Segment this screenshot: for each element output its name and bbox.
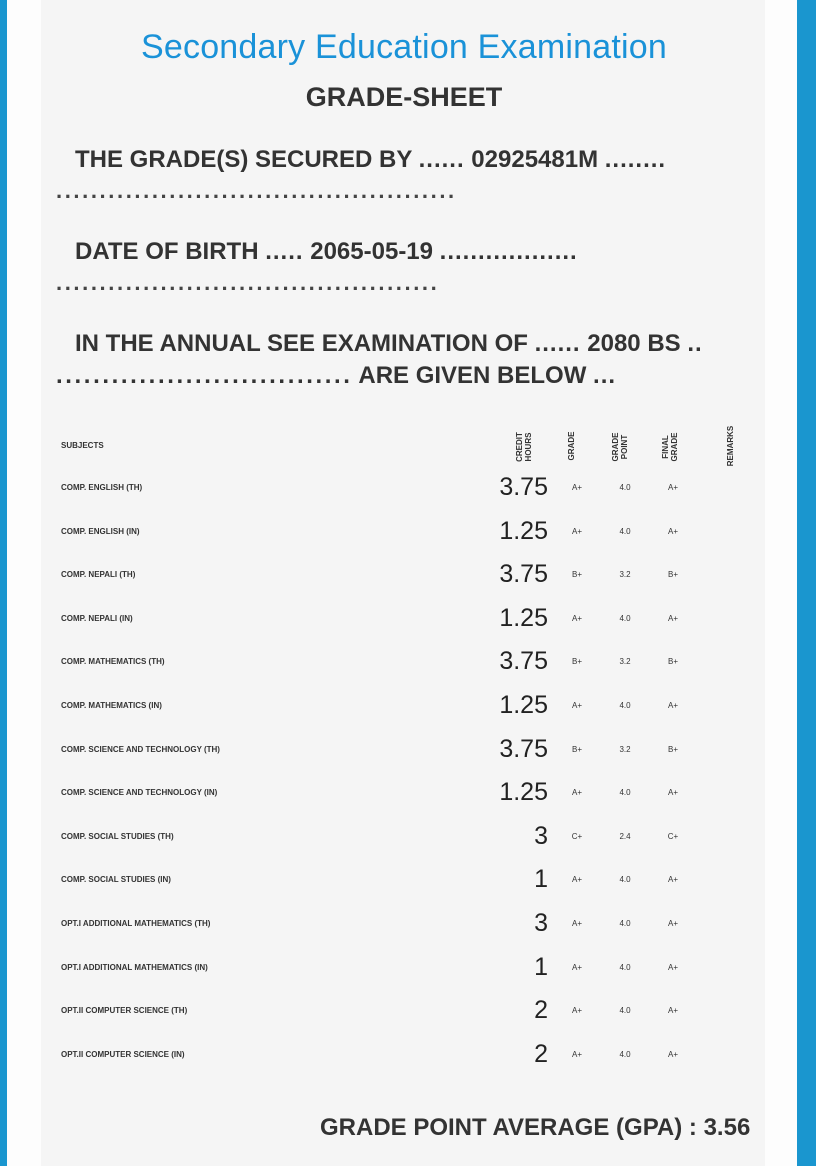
grade-cell: A+	[571, 962, 582, 972]
grade-cell: A+	[571, 919, 582, 928]
table-row	[52, 640, 752, 683]
grade-point-cell: 4.0	[619, 962, 631, 972]
header-grade: GRADE	[567, 431, 576, 461]
final-grade-cell: B+	[667, 744, 678, 754]
credit-hours-cell: 3	[534, 821, 548, 850]
credit-hours-cell: 3.75	[499, 734, 548, 763]
dotted-line: ............................................	[56, 270, 440, 295]
right-border-bar	[797, 0, 816, 1166]
grade-cell: B+	[571, 570, 582, 580]
grade-sheet-heading: GRADE-SHEET	[305, 82, 503, 112]
final-grade-cell: A+	[667, 1006, 678, 1016]
dot-leader: ......	[418, 146, 465, 173]
subject-cell: COMP. NEPALI (TH)	[61, 570, 136, 580]
grade-point-cell: 4.0	[619, 701, 631, 710]
exam-year: 2080 BS	[587, 330, 681, 357]
given-below-line	[56, 362, 616, 390]
header-credit-hours: CREDIT HOURS	[515, 432, 533, 462]
grade-point-cell: 3.2	[619, 744, 631, 754]
final-grade-cell: B+	[667, 657, 678, 667]
table-row	[52, 728, 752, 771]
table-row	[52, 815, 752, 858]
subject-cell: COMP. NEPALI (IN)	[61, 613, 133, 623]
final-grade-cell: A+	[667, 788, 678, 798]
grade-cell: A+	[571, 1006, 582, 1016]
grade-point-cell: 4.0	[619, 1049, 631, 1059]
grade-point-cell: 2.4	[619, 831, 631, 841]
credit-hours-cell: 2	[534, 996, 548, 1025]
dot-leader: ...	[593, 362, 617, 389]
grade-point-cell: 4.0	[619, 788, 631, 798]
dob-label: DATE OF BIRTH	[75, 238, 259, 265]
secured-by-label: THE GRADE(S) SECURED BY	[75, 146, 412, 173]
table-row	[52, 466, 752, 509]
grade-cell: A+	[571, 526, 582, 536]
left-border-bar	[0, 0, 7, 1166]
subject-cell: COMP. MATHEMATICS (IN)	[61, 701, 162, 710]
table-row	[52, 858, 752, 901]
gpa-label: GRADE POINT AVERAGE (GPA) :	[320, 1114, 697, 1141]
subject-cell: OPT.I ADDITIONAL MATHEMATICS (TH)	[61, 919, 211, 928]
grade-point-cell: 4.0	[619, 613, 631, 623]
table-row	[52, 510, 752, 553]
credit-hours-cell: 1	[534, 865, 548, 894]
header-final-grade: FINAL GRADE	[661, 432, 679, 462]
final-grade-cell: A+	[667, 483, 678, 492]
gpa-value: 3.56	[703, 1114, 751, 1141]
dot-leader: ................................	[56, 362, 353, 389]
table-row	[52, 553, 752, 596]
header-subjects: SUBJECTS	[61, 441, 104, 450]
table-row	[52, 684, 752, 727]
grade-cell: A+	[571, 483, 582, 492]
table-row	[52, 946, 752, 989]
subject-cell: OPT.I ADDITIONAL MATHEMATICS (IN)	[61, 962, 208, 972]
table-row	[52, 597, 752, 640]
credit-hours-cell: 1.25	[499, 516, 548, 545]
credit-hours-cell: 3.75	[499, 473, 548, 501]
grade-point-cell: 4.0	[619, 483, 631, 492]
credit-hours-cell: 1.25	[499, 691, 548, 719]
exam-label: IN THE ANNUAL SEE EXAMINATION OF	[75, 330, 528, 357]
gpa-line	[320, 1114, 750, 1142]
final-grade-cell: A+	[667, 613, 678, 623]
grade-cell: A+	[571, 788, 582, 798]
secured-by-line	[75, 146, 666, 174]
final-grade-cell: A+	[667, 701, 678, 710]
final-grade-cell: C+	[667, 831, 679, 841]
final-grade-cell: A+	[667, 1049, 678, 1059]
grade-point-cell: 4.0	[619, 526, 631, 536]
grade-cell: A+	[571, 1049, 582, 1059]
given-below-text: ARE GIVEN BELOW	[358, 362, 587, 389]
subject-cell: COMP. SOCIAL STUDIES (IN)	[61, 875, 171, 885]
grade-cell: B+	[571, 657, 582, 667]
grade-cell: C+	[571, 831, 583, 841]
final-grade-cell: A+	[667, 919, 678, 928]
subject-cell: OPT.II COMPUTER SCIENCE (IN)	[61, 1049, 185, 1059]
subject-cell: COMP. ENGLISH (TH)	[61, 483, 143, 492]
subject-cell: OPT.II COMPUTER SCIENCE (TH)	[61, 1006, 188, 1016]
credit-hours-cell: 3.75	[499, 647, 548, 676]
credit-hours-cell: 1	[534, 952, 548, 981]
dot-leader: .....	[265, 238, 304, 265]
dob-value: 2065-05-19	[310, 238, 433, 265]
grade-point-cell: 4.0	[619, 875, 631, 885]
final-grade-cell: A+	[667, 962, 678, 972]
table-row	[52, 989, 752, 1032]
dot-leader: ..................	[439, 238, 578, 265]
table-row	[52, 1033, 752, 1076]
subject-cell: COMP. SCIENCE AND TECHNOLOGY (IN)	[61, 788, 218, 798]
symbol-number: 02925481M	[471, 146, 599, 173]
grade-cell: A+	[571, 613, 582, 623]
credit-hours-cell: 2	[534, 1039, 548, 1068]
grade-cell: A+	[571, 875, 582, 885]
credit-hours-cell: 1.25	[499, 778, 548, 807]
dob-line	[75, 238, 578, 266]
exam-line	[75, 330, 703, 358]
grade-point-cell: 4.0	[619, 919, 631, 928]
header-remarks: REMARKS	[726, 425, 735, 467]
exam-title: Secondary Education Examination	[141, 28, 667, 66]
subject-cell: COMP. SOCIAL STUDIES (TH)	[61, 831, 174, 841]
grade-point-cell: 4.0	[619, 1006, 631, 1016]
header-grade-point: GRADE POINT	[611, 432, 629, 462]
grade-point-cell: 3.2	[619, 657, 631, 667]
grade-cell: B+	[571, 744, 582, 754]
grade-point-cell: 3.2	[619, 570, 631, 580]
final-grade-cell: A+	[667, 526, 678, 536]
grade-cell: A+	[571, 701, 582, 710]
table-row	[52, 771, 752, 814]
subject-cell: COMP. SCIENCE AND TECHNOLOGY (TH)	[61, 744, 220, 754]
subject-cell: COMP. ENGLISH (IN)	[61, 526, 140, 536]
dot-leader: ..	[687, 330, 703, 357]
subject-cell: COMP. MATHEMATICS (TH)	[61, 657, 165, 667]
dot-leader: ......	[534, 330, 581, 357]
final-grade-cell: B+	[667, 570, 678, 580]
final-grade-cell: A+	[667, 875, 678, 885]
table-row	[52, 902, 752, 945]
dot-leader: ........	[604, 146, 667, 173]
dotted-line: ..............................................	[56, 178, 457, 203]
credit-hours-cell: 3.75	[499, 560, 548, 589]
credit-hours-cell: 3	[534, 909, 548, 937]
credit-hours-cell: 1.25	[499, 603, 548, 632]
